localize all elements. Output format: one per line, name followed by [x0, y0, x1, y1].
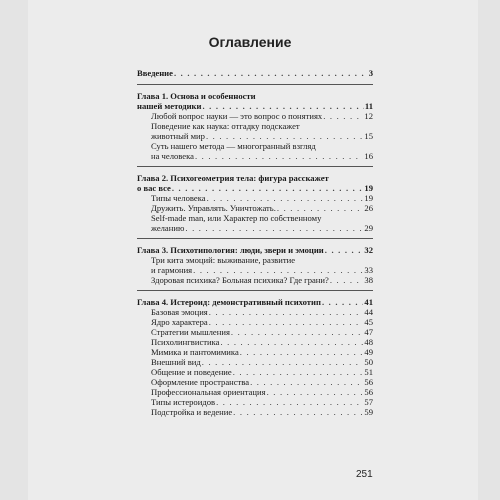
toc-entry-page: 19 — [364, 183, 373, 193]
toc-entry-line: Self-made man, или Характер по собственному — [151, 213, 322, 223]
toc-entry-section[interactable] — [137, 307, 373, 317]
toc-entry-label: Здоровая психика? Больная психика? Где грани? — [151, 275, 329, 285]
toc-entry-label: Стратегии мышления — [151, 327, 230, 337]
toc-entry-row — [137, 223, 373, 233]
toc-entry-label: нашей методики — [137, 101, 202, 111]
toc-entry-row — [137, 307, 373, 317]
toc-entry-label: Дружить. Управлять. Уничтожать. — [151, 203, 276, 213]
dot-leader — [231, 327, 364, 337]
toc-entry-row — [137, 193, 373, 203]
chapter-list — [137, 91, 373, 417]
toc-entry-line: Поведение как наука: отгадку подскажет — [151, 121, 300, 131]
toc-entry-row — [137, 347, 373, 357]
dot-leader — [216, 397, 363, 407]
toc-entry-row — [137, 111, 373, 121]
dot-leader — [267, 387, 364, 397]
toc-entry-page: 29 — [364, 223, 373, 233]
toc-entry-page: 16 — [364, 151, 373, 161]
toc-entry-row — [137, 397, 373, 407]
toc-entry-page: 3 — [368, 68, 373, 78]
toc-entry-page: 45 — [364, 317, 373, 327]
dot-leader — [325, 245, 364, 255]
toc-entry-section[interactable] — [137, 255, 373, 275]
toc-entry-row — [137, 407, 373, 417]
dot-leader — [250, 377, 363, 387]
chapter-block — [137, 297, 373, 417]
chapter-title-line: Глава 2. Психогеометрия тела: фигура расскажет — [137, 173, 329, 183]
toc-entry-section[interactable] — [137, 121, 373, 141]
toc-entry-section[interactable] — [137, 407, 373, 417]
toc-entry-row — [137, 357, 373, 367]
dot-leader — [209, 317, 364, 327]
divider — [137, 290, 373, 291]
toc-entry-row — [137, 377, 373, 387]
divider — [137, 166, 373, 167]
dot-leader — [322, 297, 363, 307]
toc-entry-section[interactable] — [137, 141, 373, 161]
toc-entry-page: 48 — [364, 337, 373, 347]
dot-leader — [277, 203, 364, 213]
toc-entry-label: Внешний вид — [151, 357, 201, 367]
toc-entry-page: 50 — [364, 357, 373, 367]
chapter-block — [137, 245, 373, 285]
dot-leader — [233, 407, 363, 417]
dot-leader — [195, 151, 363, 161]
toc-entry-page: 44 — [364, 307, 373, 317]
toc-entry-label: Профессиональная ориентация — [151, 387, 266, 397]
dot-leader — [209, 307, 364, 317]
dot-leader — [193, 265, 363, 275]
page-title: Оглавление — [208, 34, 292, 50]
toc-entry-row — [137, 131, 373, 141]
toc-entry-label: желанию — [151, 223, 185, 233]
toc-entry-chapter[interactable] — [137, 183, 373, 193]
toc-entry-section[interactable] — [137, 377, 373, 387]
toc-entry-label: на человека — [151, 151, 194, 161]
dot-leader — [323, 111, 363, 121]
toc-entry-label: Типы истероидов — [151, 397, 216, 407]
toc-entry-section[interactable] — [137, 367, 373, 377]
toc-entry-page: 38 — [364, 275, 373, 285]
toc-entry-label: Глава 3. Психотипология: люди, звери и эмоции — [137, 245, 324, 255]
toc-entry-label: Подстройка и ведение — [151, 407, 233, 417]
dot-leader — [202, 101, 363, 111]
toc-entry-chapter[interactable] — [137, 101, 373, 111]
toc-entry-row — [137, 387, 373, 397]
toc-entry-section[interactable] — [137, 193, 373, 203]
dot-leader — [233, 367, 364, 377]
toc-entry-row — [137, 317, 373, 327]
toc-entry-label: Глава 4. Истероид: демонстративный психотип — [137, 297, 321, 307]
toc-entry-page: 26 — [364, 203, 373, 213]
dot-leader — [202, 357, 364, 367]
toc-entry-row — [137, 367, 373, 377]
toc-entry-page: 51 — [364, 367, 373, 377]
dot-leader — [174, 68, 368, 78]
toc-entry-page: 41 — [364, 297, 373, 307]
toc-entry-label: Общение и поведение — [151, 367, 232, 377]
chapter-block — [137, 173, 373, 233]
toc-entry-page: 56 — [364, 377, 373, 387]
toc-entry-section[interactable] — [137, 357, 373, 367]
toc-entry-page: 56 — [364, 387, 373, 397]
toc-entry-page: 57 — [364, 397, 373, 407]
toc-entry-label: Введение — [137, 68, 173, 78]
dot-leader — [172, 183, 364, 193]
toc-entry-label: Психолингвистика — [151, 337, 220, 347]
toc-entry-page: 12 — [364, 111, 373, 121]
toc-entry-line: Суть нашего метода — многогранный взгляд — [151, 141, 316, 151]
dot-leader — [330, 275, 364, 285]
toc-entry-chapter[interactable] — [137, 297, 373, 307]
toc-entry-row — [137, 151, 373, 161]
toc-entry-section[interactable] — [137, 347, 373, 357]
dot-leader — [206, 131, 363, 141]
toc-entry-chapter[interactable] — [137, 245, 373, 255]
toc-entry-row — [137, 275, 373, 285]
divider — [137, 238, 373, 239]
dot-leader — [220, 337, 363, 347]
toc-entry-row — [137, 327, 373, 337]
toc-entry-page: 49 — [364, 347, 373, 357]
dot-leader — [207, 193, 364, 203]
toc-entry-row — [137, 203, 373, 213]
toc-entry-label: и гармония — [151, 265, 193, 275]
toc-entry-label: Мимика и пантомимика — [151, 347, 239, 357]
toc-entry-section[interactable] — [137, 337, 373, 347]
chapter-title-line: Глава 1. Основа и особенности — [137, 91, 256, 101]
dot-leader — [185, 223, 363, 233]
toc-entry-label: Базовая эмоция — [151, 307, 208, 317]
toc-entry-page: 59 — [364, 407, 373, 417]
toc-entry-section[interactable] — [137, 397, 373, 407]
toc-entry-section[interactable] — [137, 327, 373, 337]
toc-entry-section[interactable] — [137, 387, 373, 397]
table-of-contents — [137, 68, 373, 417]
toc-entry-page: 47 — [364, 327, 373, 337]
toc-entry-page: 19 — [364, 193, 373, 203]
toc-entry-intro[interactable] — [137, 68, 373, 78]
toc-entry-label: Оформление пространства — [151, 377, 250, 387]
divider — [137, 84, 373, 85]
toc-entry-line: Три кита эмоций: выживание, развитие — [151, 255, 296, 265]
toc-entry-label: Любой вопрос науки — это вопрос о понятиях — [151, 111, 323, 121]
toc-entry-label: о вас все — [137, 183, 171, 193]
toc-entry-section[interactable] — [137, 317, 373, 327]
toc-entry-page: 15 — [364, 131, 373, 141]
toc-entry-section[interactable] — [137, 111, 373, 121]
toc-entry-page: 33 — [364, 265, 373, 275]
toc-entry-row — [137, 265, 373, 275]
toc-entry-label: Типы человека — [151, 193, 206, 203]
dot-leader — [240, 347, 364, 357]
toc-entry-label: Ядро характера — [151, 317, 208, 327]
toc-entry-row — [137, 337, 373, 347]
chapter-block — [137, 91, 373, 161]
toc-entry-page: 32 — [364, 245, 373, 255]
toc-entry-section[interactable] — [137, 203, 373, 213]
toc-entry-page: 11 — [364, 101, 373, 111]
page-number: 251 — [356, 469, 373, 480]
toc-entry-label: животный мир — [151, 131, 205, 141]
toc-entry-section[interactable] — [137, 275, 373, 285]
toc-entry-section[interactable] — [137, 213, 373, 233]
